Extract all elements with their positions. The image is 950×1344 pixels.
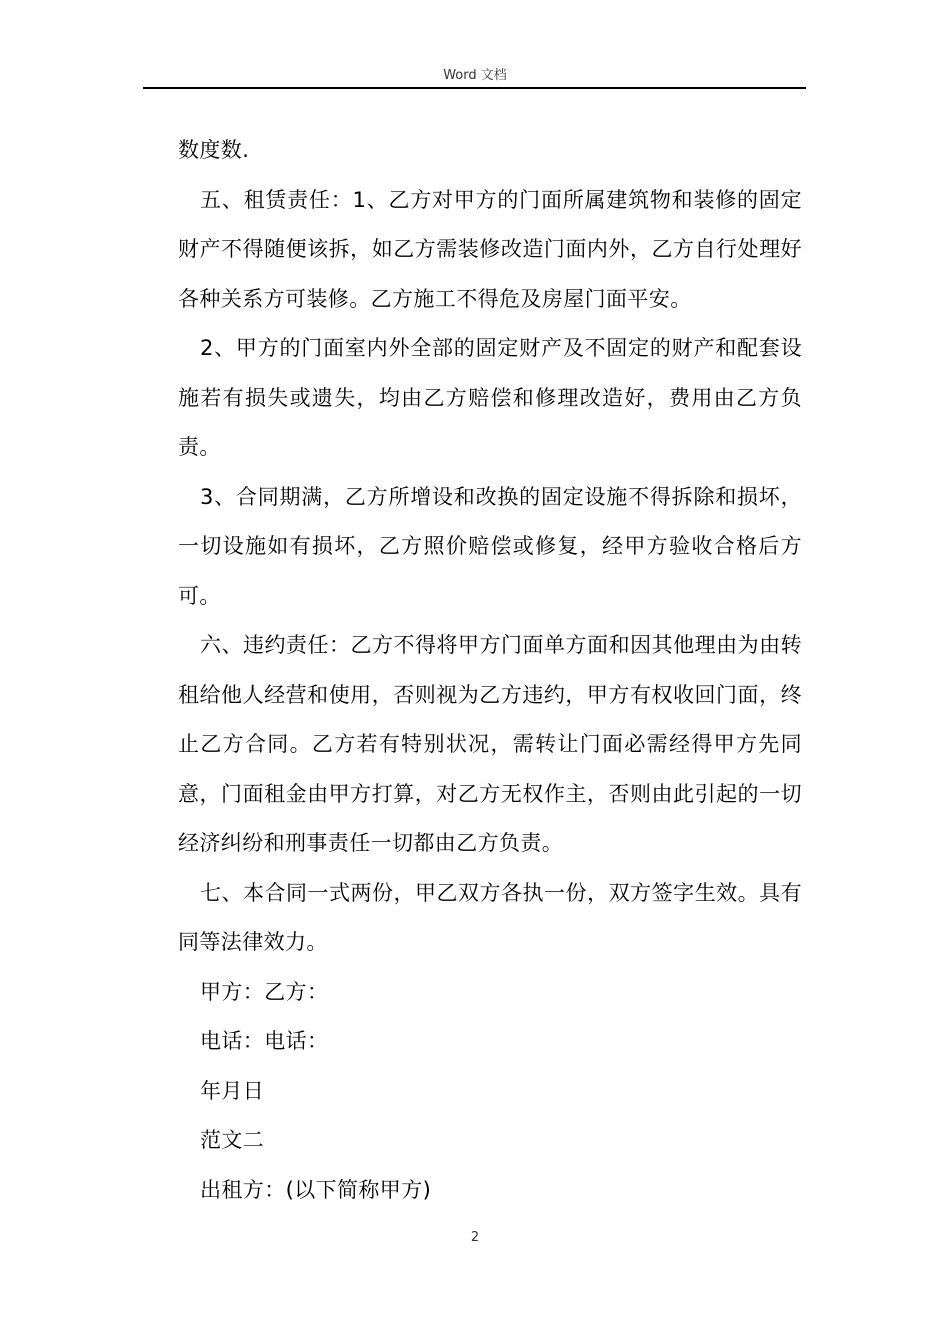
header-title: Word 文档 [443,68,507,83]
signature-parties: 甲方：乙方： [200,979,329,1004]
document-body [178,126,802,1215]
paragraph-contract-expiry: 3、合同期满，乙方所增设和改换的固定设施不得拆除和损坏，一切设施如有损坏，乙方照价赔偿或修复，经甲方验收合格后方可。 [178,484,802,608]
paragraph-copies-effect: 七、本合同一式两份，甲乙双方各执一份，双方签字生效。具有同等法律效力。 [178,880,802,954]
signature-date: 年月日 [200,1078,265,1103]
lessor-line: 出租方：(以下简称甲方) [200,1177,432,1202]
header-divider [143,87,806,89]
paragraph-loss-compensation: 2、甲方的门面室内外全部的固定财产及不固定的财产和配套设施若有损失或遗失，均由乙方赔偿和修理改造好，费用由乙方负责。 [178,336,802,459]
section-heading-sample-two: 范文二 [200,1128,265,1152]
paragraph-breach-liability: 六、违约责任：乙方不得将甲方门面单方面和因其他理由为由转租给他人经营和使用，否则视为乙方违约，甲方有权收回门面，终止乙方合同。乙方若有特别状况，需转让门面必需经得甲方先同意，门面租金由甲方打算，对乙方无权作主，否则由此引起的一切经济纠纷和刑事责任一切都由乙方负责。 [178,633,802,855]
page-number: 2 [470,1230,480,1245]
signature-phones: 电话：电话： [200,1029,329,1053]
paragraph-lease-responsibility: 五、租赁责任：1、乙方对甲方的门面所属建筑物和装修的固定财产不得随便该拆，如乙方需装修改造门面内外，乙方自行处理好各种关系方可装修。乙方施工不得危及房屋门面平安。 [178,187,802,311]
paragraph-continuation: 数度数. [178,138,250,162]
